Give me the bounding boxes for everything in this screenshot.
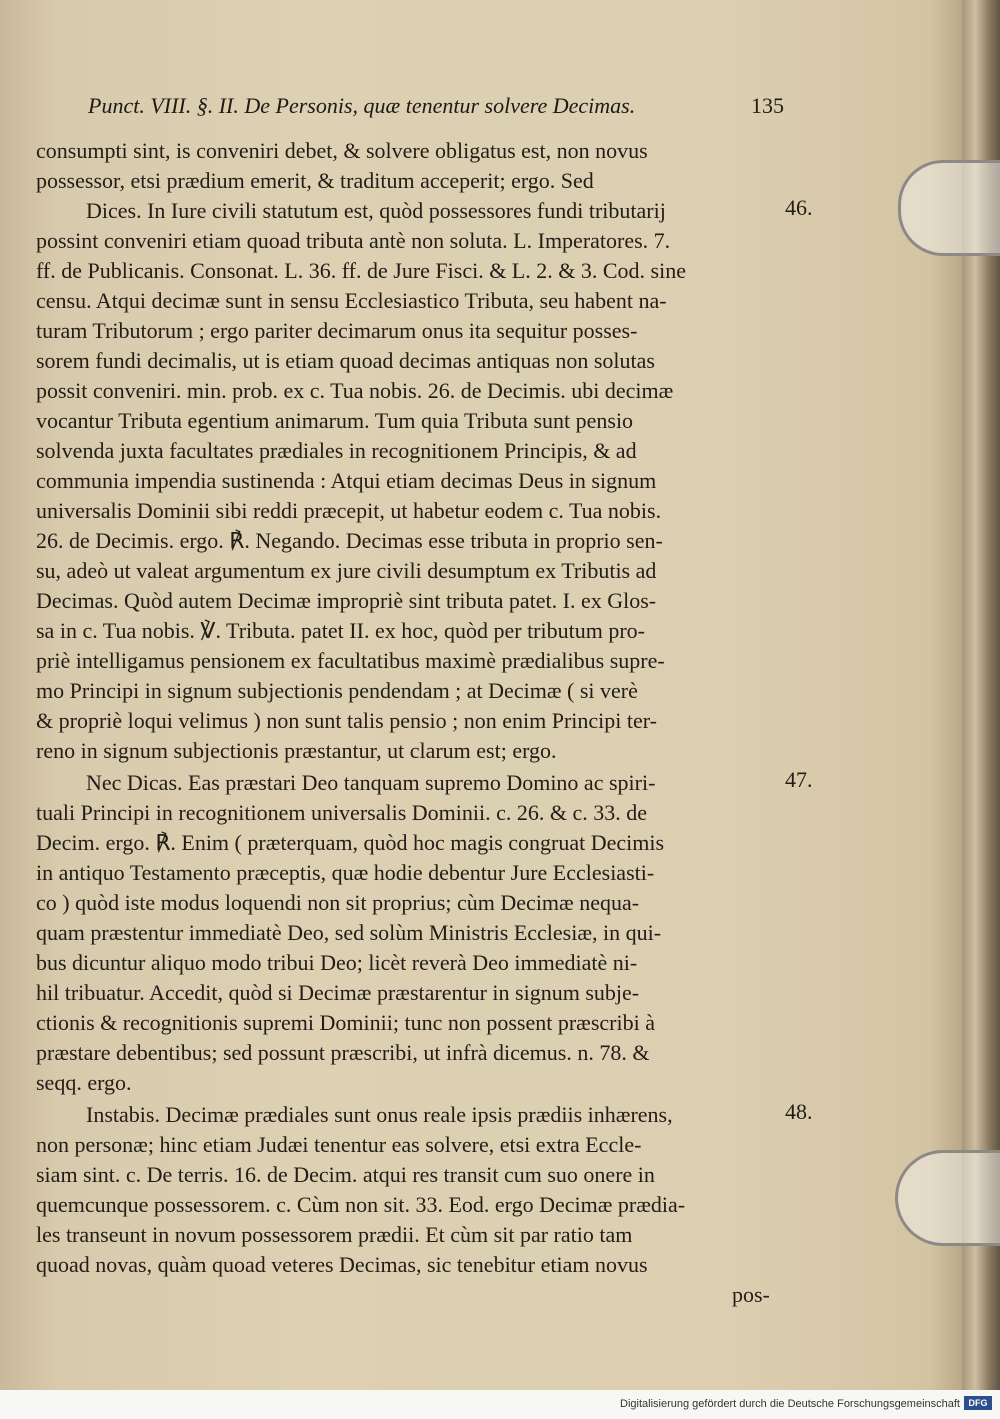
text-line: quoad novas, quàm quoad veteres Decimas, sic tenebitur etiam novus [36,1252,648,1277]
text-line: sorem fundi decimalis, ut is etiam quoad decimas antiquas non solutas [36,348,655,373]
text-line: reno in signum subjectionis præstantur, ut clarum est; ergo. [36,738,557,763]
funding-credit: Digitalisierung gefördert durch die Deutsche Forschungsgemeinschaft [620,1398,960,1410]
text-line: ctionis & recognitionis supremi Dominii; tunc non possent præscribi à [36,1010,655,1035]
text-line: quam præstentur immediatè Deo, sed solùm Ministris Ecclesiæ, in qui- [36,920,662,945]
text-line: in antiquo Testamento præceptis, quæ hodie debentur Jure Ecclesiasti- [36,860,655,885]
text-line: quemcunque possessorem. c. Cùm non sit. 33. Eod. ergo Decimæ prædia- [36,1192,686,1217]
catch-word: pos- [732,1282,770,1307]
dfg-logo: DFG [964,1396,992,1410]
text-line: vocantur Tributa egentium animarum. Tum quia Tributa sunt pensio [36,408,634,433]
text-line: bus dicuntur aliquo modo tribui Deo; licèt reverà Deo immediatè ni- [36,950,638,975]
text-line: Dices. In Iure civili statutum est, quòd possessores fundi tributarij [86,198,666,223]
text-line: hil tribuatur. Accedit, quòd si Decimæ præstarentur in signum subje- [36,980,640,1005]
text-line: consumpti sint, is conveniri debet, & solvere obligatus est, non novus [36,138,648,163]
text-line: turam Tributorum ; ergo pariter decimarum onus ita sequitur posses- [36,318,638,343]
text-line: Decimas. Quòd autem Decimæ impropriè sint tributa patet. I. ex Glos- [36,588,657,613]
text-line: sa in c. Tua nobis. ℣. Tributa. patet II. ex hoc, quòd per tributum pro- [36,618,645,643]
text-line: communia impendia sustinenda : Atqui etiam decimas Deus in signum [36,468,657,493]
text-line: priè intelligamus pensionem ex facultatibus maximè prædialibus supre- [36,648,665,673]
page-number: 135 [751,93,784,118]
text-line: possit conveniri. min. prob. ex c. Tua nobis. 26. de Decimis. ubi decimæ [36,378,674,403]
margin-number: 48. [785,1099,813,1124]
text-line: præstare debentibus; sed possunt præscribi, ut infrà dicemus. n. 78. & [36,1040,650,1065]
text-line: Instabis. Decimæ prædiales sunt onus reale ipsis prædiis inhærens, [86,1102,673,1127]
text-line: solvenda juxta facultates prædiales in recognitionem Principis, & ad [36,438,637,463]
text-line: siam sint. c. De terris. 16. de Decim. atqui res transit cum suo onere in [36,1162,655,1187]
text-line: co ) quòd iste modus loquendi non sit proprius; cùm Decimæ nequa- [36,890,640,915]
margin-number: 47. [785,767,813,792]
text-line: censu. Atqui decimæ sunt in sensu Ecclesiastico Tributa, seu habent na- [36,288,667,313]
running-head [88,93,784,119]
text-line: mo Principi in signum subjectionis pendendam ; at Decimæ ( si verè [36,678,638,703]
text-line: tuali Principi in recognitionem universalis Dominii. c. 26. & c. 33. de [36,800,648,825]
text-line: Nec Dicas. Eas præstari Deo tanquam supremo Domino ac spiri- [86,770,656,795]
text-line: possint conveniri etiam quoad tributa antè non soluta. L. Imperatores. 7. [36,228,671,253]
text-line: possessor, etsi prædium emerit, & traditum acceperit; ergo. Sed [36,168,594,193]
text-line: les transeunt in novum possessorem prædii. Et cùm sit par ratio tam [36,1222,633,1247]
margin-number: 46. [785,195,813,220]
text-line: Decim. ergo. ℟. Enim ( præterquam, quòd hoc magis congruat Decimis [36,830,665,855]
text-line: seqq. ergo. [36,1070,132,1095]
text-line: ff. de Publicanis. Consonat. L. 36. ff. de Jure Fisci. & L. 2. & 3. Cod. sine [36,258,686,283]
running-title: Punct. VIII. §. II. De Personis, quæ tenentur solvere Decimas. [88,93,636,118]
text-line: non personæ; hinc etiam Judæi tenentur eas solvere, etsi extra Eccle- [36,1132,642,1157]
text-line: & propriè loqui velimus ) non sunt talis pensio ; non enim Principi ter- [36,708,657,733]
text-line: su, adeò ut valeat argumentum ex jure civili desumptum ex Tributis ad [36,558,657,583]
page-clip-bottom [895,1150,1000,1246]
page-clip-top [898,160,1000,256]
text-line: universalis Dominii sibi reddi præcepit, ut habetur eodem c. Tua nobis. [36,498,662,523]
text-line: 26. de Decimis. ergo. ℟. Negando. Decimas esse tributa in proprio sen- [36,528,663,553]
scan-footer [0,1390,1000,1419]
